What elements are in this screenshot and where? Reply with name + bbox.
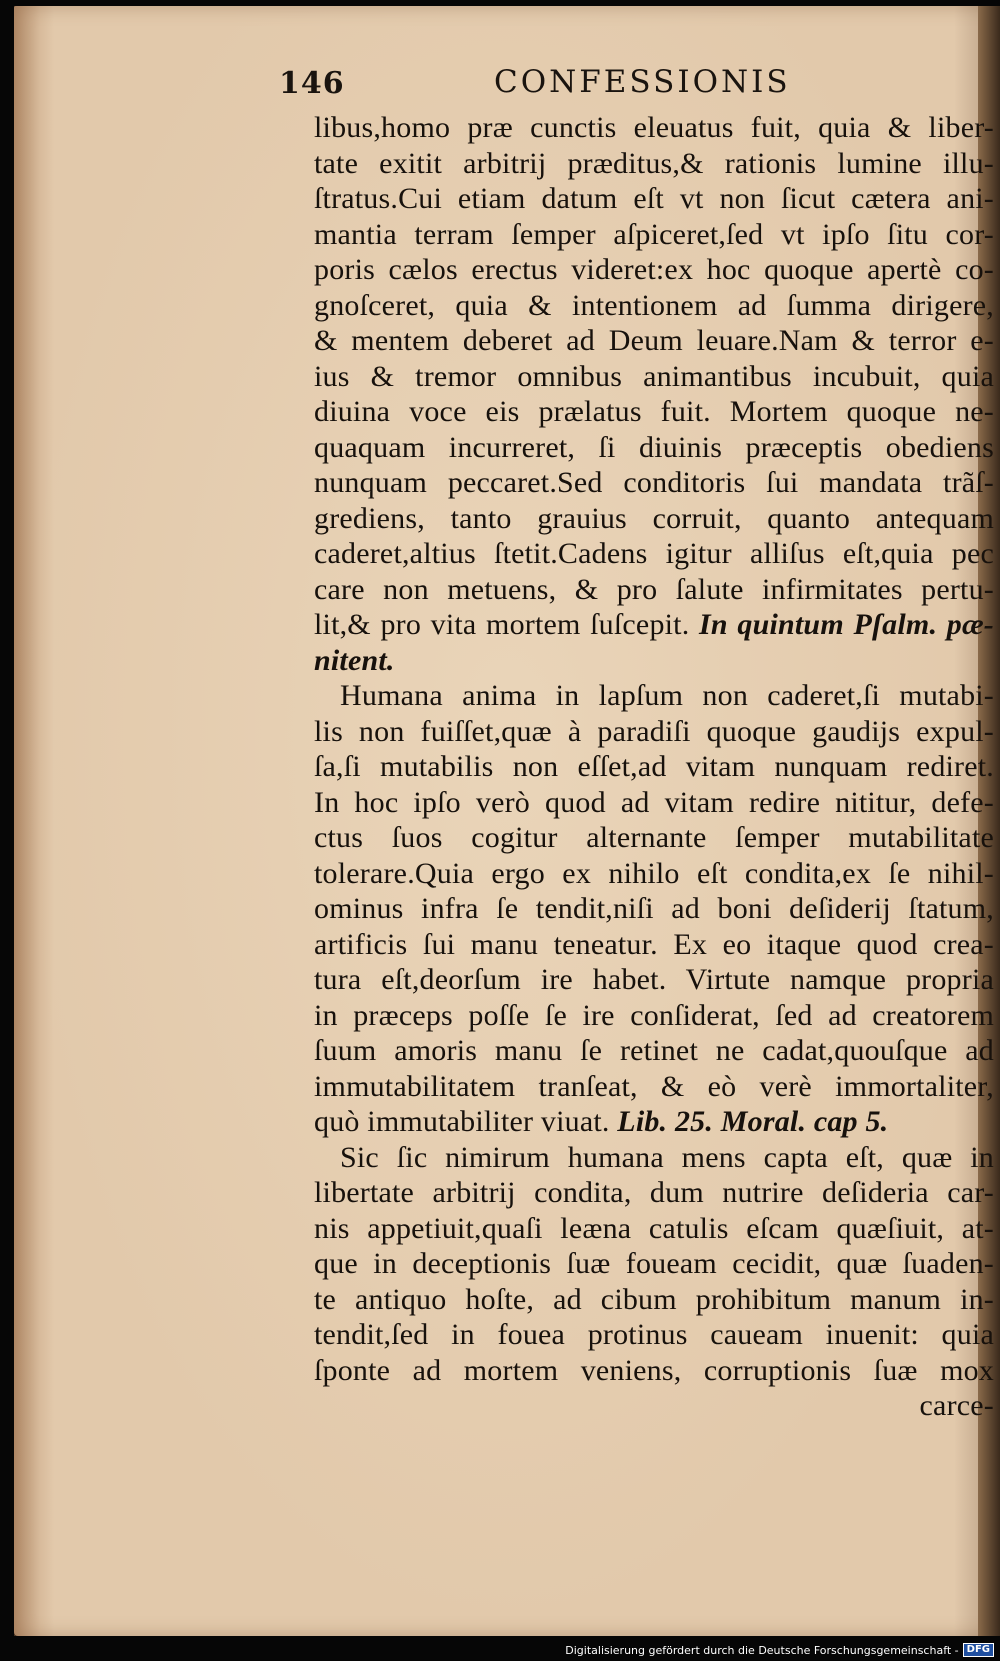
text-line <box>314 501 994 537</box>
text-segment: ctus ſuos cogitur alternante ſemper mutabilitate <box>314 821 994 854</box>
text-line <box>314 856 994 892</box>
digitization-footer <box>565 1642 994 1658</box>
text-line <box>314 714 994 750</box>
text-line <box>314 927 994 963</box>
running-title: CONFESSIONIS <box>494 64 791 100</box>
text-line <box>314 785 994 821</box>
main-text-block <box>314 110 994 1424</box>
text-line <box>314 998 994 1034</box>
text-line <box>314 323 994 359</box>
catchword: carce- <box>919 1389 994 1422</box>
digitization-credit: Digitalisierung gefördert durch die Deutsche Forschungsgemeinschaft - <box>565 1643 959 1657</box>
text-segment: ſponte ad mortem veniens, corruptionis ſuæ mox <box>314 1353 994 1387</box>
text-segment: ſa,ſi mutabilis non eſſet,ad vitam nunquam rediret. <box>314 750 994 783</box>
text-segment: lit,& pro vita mortem ſuſcepit. <box>314 608 700 641</box>
text-segment: libus,homo præ cunctis eleuatus fuit, quia & liber- <box>314 111 994 144</box>
text-line <box>314 217 994 253</box>
text-line <box>314 962 994 998</box>
text-line <box>314 252 994 288</box>
marginal-reference: In quintum Pſalm. pæ- <box>699 608 995 641</box>
text-line <box>314 1317 994 1353</box>
text-line <box>314 288 994 324</box>
book-page <box>14 6 1000 1636</box>
text-segment: tolerare.Quia ergo ex nihilo eſt condita,ex ſe nihil- <box>314 856 994 890</box>
text-line <box>314 1246 994 1282</box>
text-segment: ſuum amoris manu ſe retinet ne cadat,quouſque ad <box>314 1034 994 1067</box>
marginal-reference: Lib. 25. Moral. cap 5. <box>617 1105 889 1138</box>
text-line <box>314 1353 994 1389</box>
text-line <box>314 678 994 714</box>
text-segment: artificis ſui manu teneatur. Ex eo itaque quod crea- <box>314 927 994 961</box>
text-segment: poris cælos erectus videret:ex hoc quoque apertè co- <box>314 253 994 286</box>
page-number: 146 <box>279 66 345 101</box>
text-segment: ius & tremor omnibus animantibus incubuit, quia <box>314 359 994 393</box>
text-line <box>314 181 994 217</box>
text-segment: gnoſceret, quia & intentionem ad ſumma dirigere, <box>314 288 994 322</box>
running-head <box>279 64 819 108</box>
text-line <box>314 749 994 785</box>
text-line <box>314 359 994 395</box>
text-line <box>314 430 994 466</box>
text-segment: nis appetiuit,quaſi leæna catulis eſcam quæſiuit, at- <box>314 1211 994 1245</box>
text-segment: ominus infra ſe tendit,niſi ad boni deſiderij ſtatum, <box>314 892 994 925</box>
text-line <box>314 110 994 146</box>
text-line <box>314 820 994 856</box>
page-gutter-shading <box>14 6 54 1636</box>
text-line <box>314 572 994 608</box>
text-segment: Humana anima in lapſum non caderet,ſi mutabi- <box>340 679 994 712</box>
text-segment: caderet,altius ſtetit.Cadens igitur alliſus eſt,quia pec <box>314 537 994 570</box>
text-segment: te antiquo hoſte, ad cibum prohibitum manum in- <box>314 1282 994 1316</box>
text-segment: nunquam peccaret.Sed conditoris ſui mandata trãſ- <box>314 466 994 499</box>
text-segment: care non metuens, & pro ſalute infirmitates pertu- <box>314 572 994 606</box>
text-line <box>314 465 994 501</box>
text-segment: immutabilitatem tranſeat, & eò verè immortaliter, <box>314 1069 994 1103</box>
text-line <box>314 146 994 182</box>
text-line <box>314 643 994 679</box>
text-segment: libertate arbitrij condita, dum nutrire deſideria car- <box>314 1176 994 1209</box>
text-line <box>314 394 994 430</box>
text-line <box>314 1069 994 1105</box>
text-segment: grediens, tanto grauius corruit, quanto antequam <box>314 501 994 535</box>
text-line <box>314 1282 994 1318</box>
text-segment: mantia terram ſemper aſpiceret,ſed vt ipſo ſitu cor- <box>314 217 994 251</box>
text-segment: lis non fuiſſet,quæ à paradiſi quoque gaudijs expul- <box>314 714 994 748</box>
text-segment: quò immutabiliter viuat. <box>314 1105 618 1138</box>
text-line <box>314 891 994 927</box>
text-line <box>314 607 994 643</box>
text-segment: & mentem deberet ad Deum leuare.Nam & terror e- <box>314 324 994 357</box>
text-segment: In hoc ipſo verò quod ad vitam redire nititur, defe- <box>314 785 994 819</box>
text-line <box>314 1140 994 1176</box>
text-segment: in præceps poſſe ſe ire conſiderat, ſed ad creatorem <box>314 998 994 1032</box>
text-segment: tate exitit arbitrij præditus,& rationis lumine illu- <box>314 146 994 180</box>
marginal-reference: nitent. <box>314 643 395 677</box>
text-line <box>314 1211 994 1247</box>
text-segment: tendit,ſed in fouea protinus caueam inuenit: quia <box>314 1318 994 1351</box>
text-line <box>314 1104 994 1140</box>
text-segment: quaquam incurreret, ſi diuinis præceptis obediens <box>314 430 994 464</box>
dfg-logo-icon: DFG <box>963 1643 994 1657</box>
text-segment: ſtratus.Cui etiam datum eſt vt non ſicut cætera ani- <box>314 182 994 215</box>
text-line <box>314 536 994 572</box>
text-line <box>314 1033 994 1069</box>
text-line <box>314 1175 994 1211</box>
text-segment: que in deceptionis ſuæ foueam cecidit, quæ ſuaden- <box>314 1247 994 1280</box>
text-segment: tura eſt,deorſum ire habet. Virtute namque propria <box>314 963 994 996</box>
text-segment: diuina voce eis prælatus fuit. Mortem quoque ne- <box>314 395 994 428</box>
text-segment: Sic ſic nimirum humana mens capta eſt, quæ in <box>340 1140 994 1174</box>
